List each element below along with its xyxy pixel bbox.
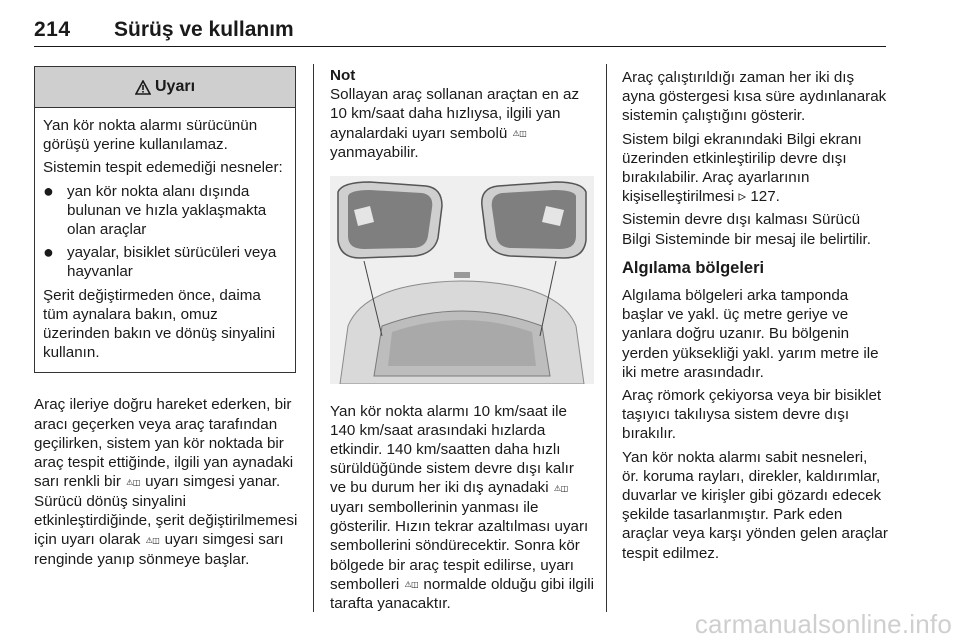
page-reference-arrow-icon: ▹ [738,188,747,206]
warning-text-1: Yan kör nokta alarmı sürücünün görüşü yerine kullanılamaz. [43,117,258,154]
body-paragraph [622,130,888,207]
body-text: uyarı sembollerinin yanması ile gösterilir. Hızın tekrar azaltılması uyarı sembollerini söndürecektir. Sonra kör bölgede bir araç tespit edilirse, uyarı sembolleri [330,498,589,593]
body-paragraph: Yan kör nokta alarmı sabit nesneleri, ör. koruma rayları, direkler, kaldırımlar, duvarlar ve kirişler gibi gözardı edecek şekilde tasarlanmıştır. Park eden araçlar veya karşı yönden gelen araçlar tespit edilmez. [622,448,888,562]
body-paragraph: Sistemin devre dışı kalması Sürücü Bilgi Sisteminde bir mesaj ile belirtilir. [622,211,871,248]
body-text: uyarı simgesi sarı renginde yanıp sönmeye başlar. [34,531,284,568]
bullet-icon: ● [43,180,54,201]
column-divider-left [313,64,314,612]
mirror-illustration [330,176,594,384]
blind-spot-warning-icon: ⚠◫ [404,580,419,590]
warning-text-3: Şerit değiştirmeden önce, daima tüm aynalara bakın, omuz üzerinden bakın ve dönüş sinyalini kullanın. [43,286,276,362]
list-item-text: yayalar, bisiklet sürücüleri veya hayvanlar [67,244,277,281]
list-item [43,182,288,240]
body-text: Araç ileriye doğru hareket ederken, bir aracı geçerken veya araç tarafından geçilirken, sistem yan kör noktada bir araç tespit ettiğinde, ilgili yan aynadaki sarı renkli bir [34,396,294,491]
warning-text-2: Sistemin tespit edemediği nesneler: [43,159,283,177]
note-paragraph [330,85,594,162]
column-middle [330,66,594,618]
body-paragraph: Araç römork çekiyorsa veya bir bisiklet taşıyıcı takılıysa sistem devre dışı bırakılır. [622,387,882,443]
bullet-icon: ● [43,242,54,263]
page-reference-link[interactable]: 127. [750,188,780,206]
note-text: yanmayabilir. [330,144,419,162]
body-paragraph: Araç çalıştırıldığı zaman her iki dış ayna göstergesi kısa süre aydınlanarak sistemin çalıştığını gösterir. [622,69,887,125]
page-number: 214 [34,18,71,41]
warning-header [35,67,295,108]
warning-title: Uyarı [154,78,196,96]
list-item-text: yan kör nokta alanı dışında bulunan ve hızla yaklaşmakta olan araçlar [67,182,267,239]
warning-body [35,108,295,372]
blind-spot-warning-icon: ⚠◫ [512,128,527,138]
body-text: uyarı simgesi yanar. Sürücü dönüş sinyalini etkinleştirdiğinde, şerit değiştirilmemesi için uyarı olarak [34,473,298,549]
blind-spot-warning-icon: ⚠◫ [553,483,568,493]
body-text: normalde olduğu gibi ilgili tarafta yanacaktır. [330,575,594,613]
warning-triangle-icon [135,80,151,95]
page-header [34,18,886,47]
column-left [34,66,298,573]
body-paragraph: Algılama bölgeleri arka tamponda başlar ve yakl. üç metre geriye ve yanlara doğru uzanır. Bu bölgenin yerden yüksekliği yakl. yarım metre ile iki metre arasındadır. [622,287,879,381]
watermark: carmanualsonline.info [694,609,952,639]
note-title: Not [330,67,356,84]
blind-spot-warning-icon: ⚠◫ [145,535,160,545]
column-right [622,68,888,567]
list-item [43,243,288,281]
body-paragraph [34,395,298,569]
page-title: Sürüş ve kullanım [114,18,294,41]
blind-spot-warning-icon: ⚠◫ [126,477,140,487]
warning-box [34,66,296,373]
column-divider-right [606,64,607,612]
body-paragraph [330,402,594,614]
body-text: Sistem bilgi ekranındaki Bilgi ekranı üzerinden etkinleştirilip devre dışı bırakılabilir. Araç ayarlarının kişiselleştirilmesi [622,130,862,206]
note-text: Sollayan araç sollanan araçtan en az 10 km/saat daha hızlıysa, ilgili yan aynalardaki uyarı sembolü [330,86,580,142]
body-text: Yan kör nokta alarmı 10 km/saat ile 140 km/saat arasındaki hızlarda etkindir. 140 km/saatten daha hızlı sürüldüğünde sistem devre dışı kalır ve bu durum her iki dış aynadaki [330,402,574,497]
section-heading: Algılama bölgeleri [622,258,765,277]
